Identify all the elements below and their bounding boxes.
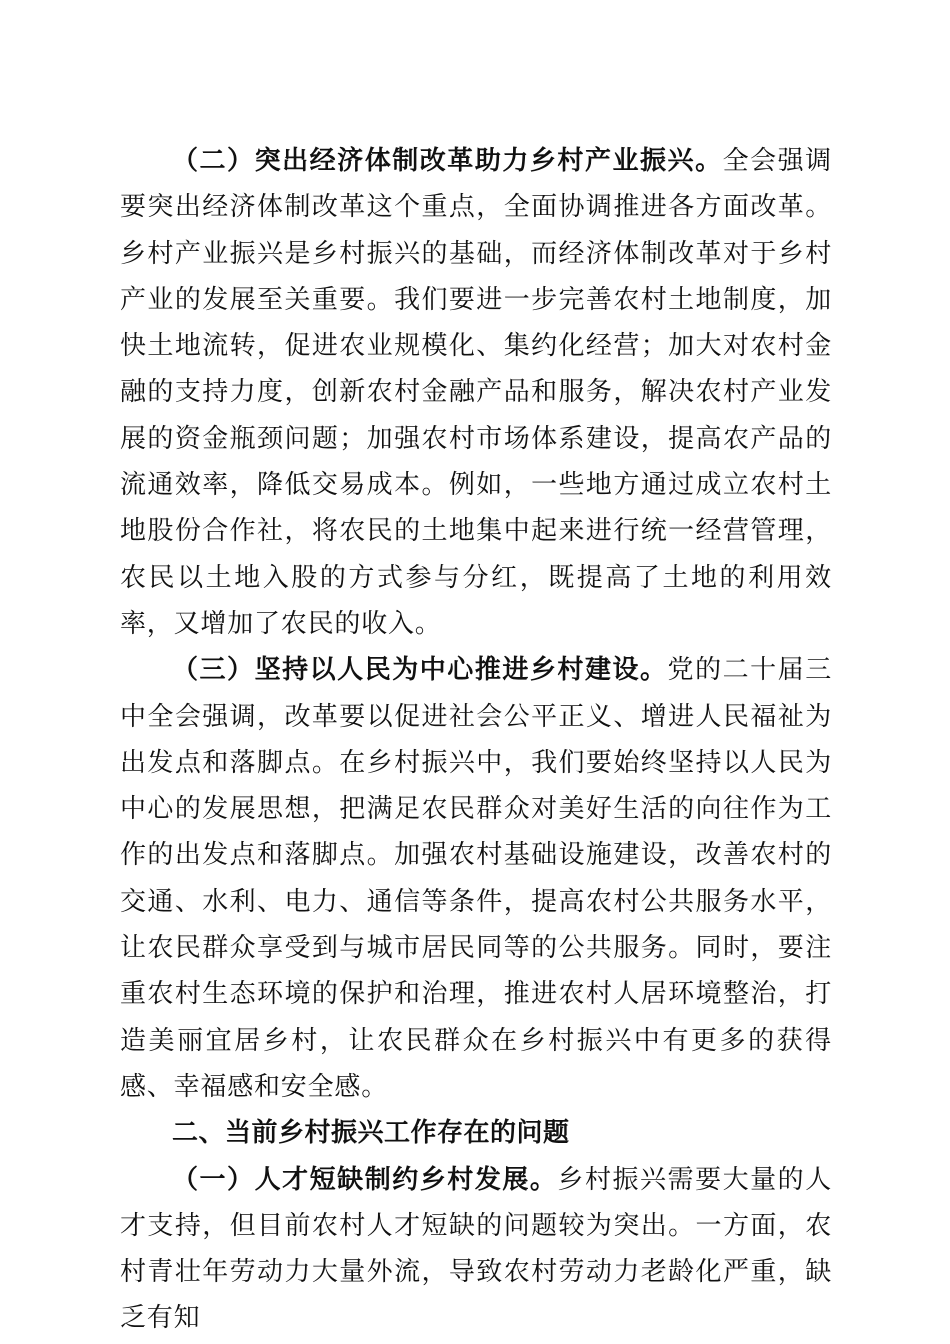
paragraph-text: 全会强调要突出经济体制改革这个重点，全面协调推进各方面改革。乡村产业振兴是乡村振兴的基础，而经济体制改革对于乡村产业的发展至关重要。我们要进一步完善农村土地制度，加快土地流转，促进农业规模化、集约化经营；加大对农村金融的支持力度，创新农村金融产品和服务，解决农村产业发展的资金瓶颈问题；加强农村市场体系建设，提高农产品的流通效率，降低交易成本。例如，一些地方通过成立农村土地股份合作社，将农民的土地集中起来进行统一经营管理，农民以土地入股的方式参与分红，既提高了土地的利用效率，又增加了农民的收入。	[120, 146, 832, 639]
paragraph-talent-shortage	[120, 1157, 832, 1342]
paragraph-lead: （二）突出经济体制改革助力乡村产业振兴。	[172, 146, 723, 176]
section-heading: 二、当前乡村振兴工作存在的问题	[172, 1118, 570, 1149]
paragraph-text: 乡村振兴需要大量的人才支持，但目前农村人才短缺的问题较为突出。一方面，农村青壮年劳动力大量外流，导致农村劳动力老龄化严重，缺乏有知	[120, 1164, 832, 1334]
paragraph-text: 党的二十届三中全会强调，改革要以促进社会公平正义、增进人民福祉为出发点和落脚点。在乡村振兴中，我们要始终坚持以人民为中心的发展思想，把满足农民群众对美好生活的向往作为工作的出发点和落脚点。加强农村基础设施建设，改善农村的交通、水利、电力、通信等条件，提高农村公共服务水平，让农民群众享受到与城市居民同等的公共服务。同时，要注重农村生态环境的保护和治理，推进农村人居环境整治，打造美丽宜居乡村，让农民群众在乡村振兴中有更多的获得感、幸福感和安全感。	[120, 655, 832, 1102]
paragraph-lead: （一）人才短缺制约乡村发展。	[172, 1164, 558, 1195]
document-body	[120, 138, 832, 1342]
paragraph-economic-reform	[120, 138, 832, 647]
paragraph-people-centered	[120, 647, 832, 1110]
paragraph-lead: （三）坚持以人民为中心推进乡村建设。	[172, 655, 668, 686]
